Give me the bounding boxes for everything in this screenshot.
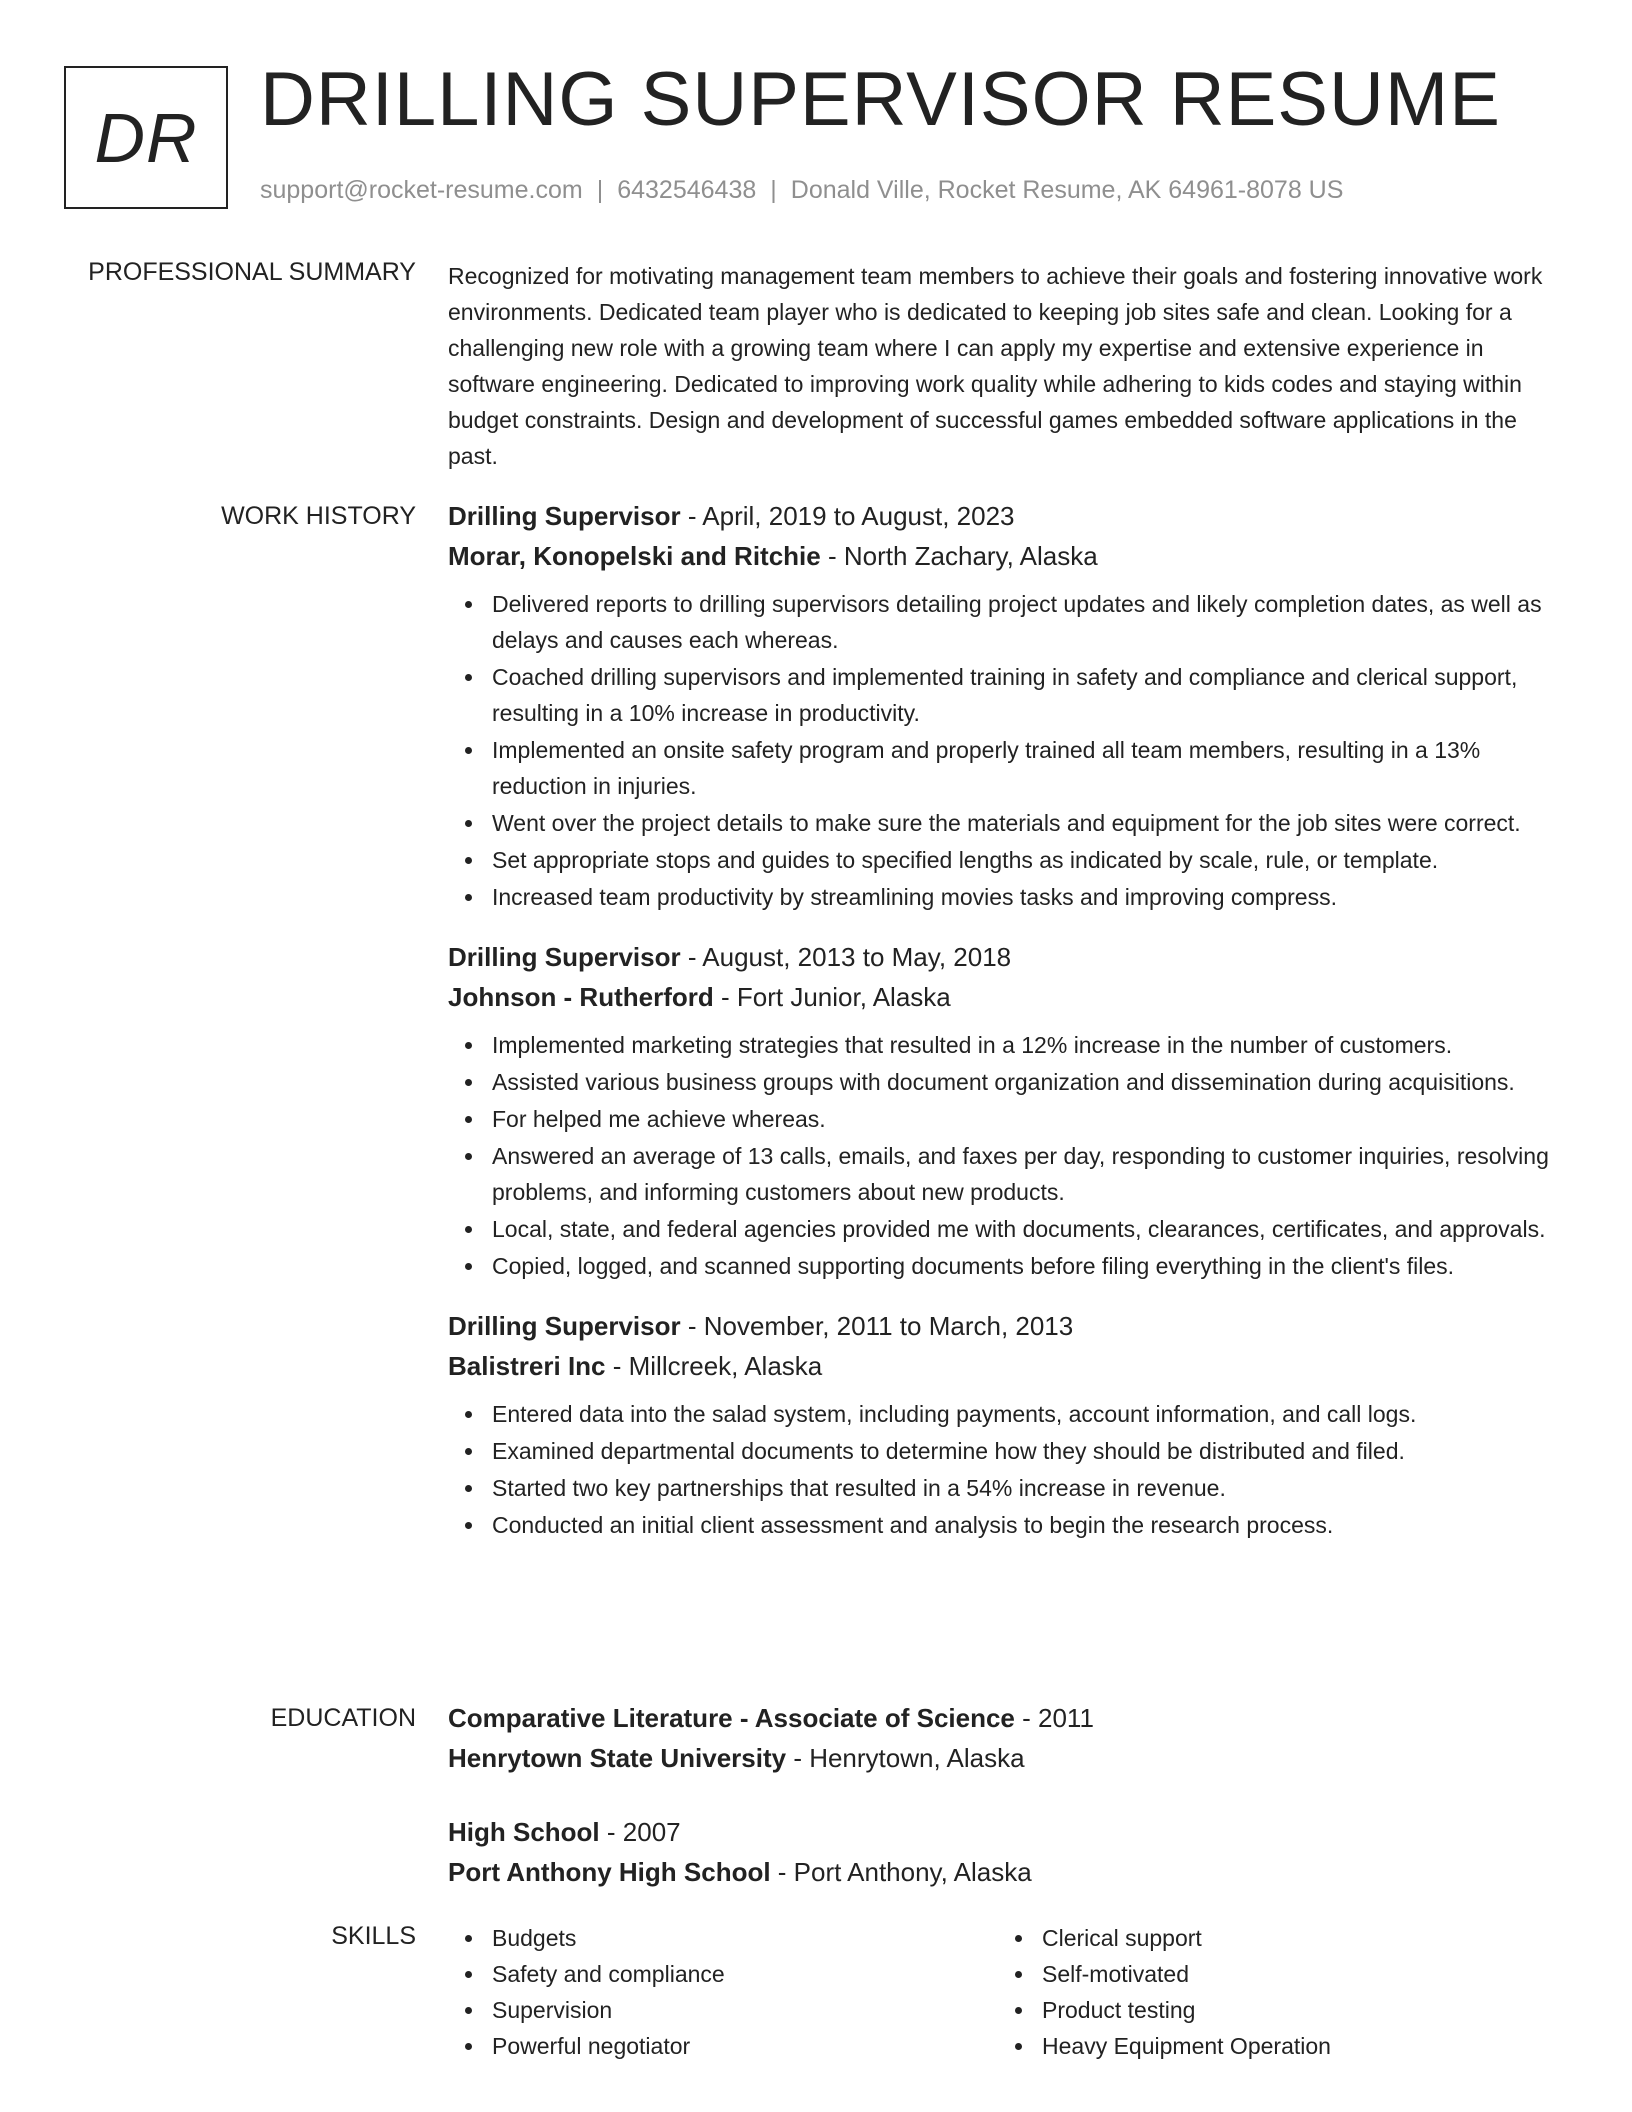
- job-bullet: Assisted various business groups with document organization and dissemination during acquisitions.: [448, 1064, 1568, 1100]
- job-bullet: Implemented marketing strategies that resulted in a 12% increase in the number of customers.: [448, 1027, 1568, 1063]
- contact-separator: |: [596, 176, 604, 204]
- skills-column-right: [998, 1920, 1548, 2064]
- contact-separator: |: [770, 176, 777, 204]
- job-company: Morar, Konopelski and Ritchie: [448, 541, 821, 571]
- contact-phone[interactable]: 6432546438: [617, 176, 757, 204]
- job-role-line: [448, 937, 1568, 977]
- contact-address: Donald Ville, Rocket Resume, AK 64961-8078 US: [790, 176, 1344, 204]
- job-bullet: Started two key partnerships that resulted in a 54% increase in revenue.: [448, 1470, 1568, 1506]
- education-entry: [448, 1698, 1568, 1778]
- skill-item: Self-motivated: [998, 1956, 1548, 1992]
- job-company-line: [448, 536, 1568, 576]
- section-title: EDUCATION: [270, 1704, 416, 1732]
- job-entry: [448, 496, 1568, 915]
- education-location: - Port Anthony, Alaska: [770, 1857, 1032, 1887]
- job-bullets: [448, 1396, 1568, 1543]
- job-company: Johnson - Rutherford: [448, 982, 714, 1012]
- skill-item: Clerical support: [998, 1920, 1548, 1956]
- job-bullet: Entered data into the salad system, including payments, account information, and call logs.: [448, 1396, 1568, 1432]
- job-bullets: [448, 1027, 1568, 1284]
- job-bullets: [448, 586, 1568, 915]
- section-title: PROFESSIONAL SUMMARY: [88, 258, 416, 286]
- education-degree: Comparative Literature - Associate of Science: [448, 1703, 1015, 1733]
- job-bullet: Implemented an onsite safety program and properly trained all team members, resulting in a 13% reduction in injuries.: [448, 732, 1568, 804]
- education-degree: High School: [448, 1817, 600, 1847]
- education-school-line: [448, 1852, 1568, 1892]
- education-degree-line: [448, 1698, 1568, 1738]
- education-entry: [448, 1812, 1568, 1892]
- job-dates: - August, 2013 to May, 2018: [680, 942, 1012, 972]
- contact-email[interactable]: support@rocket-resume.com: [260, 176, 583, 204]
- job-bullet: Increased team productivity by streamlining movies tasks and improving compress.: [448, 879, 1568, 915]
- job-company-line: [448, 1346, 1568, 1386]
- job-role: Drilling Supervisor: [448, 942, 681, 972]
- job-dates: - November, 2011 to March, 2013: [680, 1311, 1074, 1341]
- job-role: Drilling Supervisor: [448, 501, 681, 531]
- job-company: Balistreri Inc: [448, 1351, 606, 1381]
- job-location: - Fort Junior, Alaska: [713, 982, 951, 1012]
- job-entry: [448, 1306, 1568, 1543]
- education-school: Port Anthony High School: [448, 1857, 771, 1887]
- contact-line: [260, 176, 1343, 205]
- education-degree-line: [448, 1812, 1568, 1852]
- skill-item: Heavy Equipment Operation: [998, 2028, 1548, 2064]
- education-location: - Henrytown, Alaska: [786, 1743, 1025, 1773]
- job-location: - Millcreek, Alaska: [605, 1351, 823, 1381]
- job-location: - North Zachary, Alaska: [820, 541, 1098, 571]
- monogram-badge: [64, 66, 228, 209]
- skill-item: Safety and compliance: [448, 1956, 998, 1992]
- skills-column-left: [448, 1920, 998, 2064]
- section-title: SKILLS: [331, 1922, 416, 1950]
- education-school-line: [448, 1738, 1568, 1778]
- job-entry: [448, 937, 1568, 1284]
- education-year: - 2007: [599, 1817, 681, 1847]
- skill-item: Supervision: [448, 1992, 998, 2028]
- job-bullet: Answered an average of 13 calls, emails, and faxes per day, responding to customer inquiries, resolving problems, and informing customers about new products.: [448, 1138, 1568, 1210]
- job-role-line: [448, 496, 1568, 536]
- monogram-initials: DR: [94, 98, 198, 177]
- job-bullet: Copied, logged, and scanned supporting documents before filing everything in the client's files.: [448, 1248, 1568, 1284]
- skill-item: Budgets: [448, 1920, 998, 1956]
- summary-text: Recognized for motivating management team members to achieve their goals and fostering innovative work environments. Dedicated team player who is dedicated to keeping job sites safe and clean. Looking for a challenging new role with a growing team where I can apply my expertise and extensive experience in software engineering. Dedicated to improving work quality while adhering to kids codes and staying within budget constraints. Design and development of successful games embedded software applications in the past.: [448, 263, 1543, 469]
- job-bullet: Set appropriate stops and guides to specified lengths as indicated by scale, rule, or template.: [448, 842, 1568, 878]
- job-role-line: [448, 1306, 1568, 1346]
- job-bullet: Delivered reports to drilling supervisors detailing project updates and likely completion dates, as well as delays and causes each whereas.: [448, 586, 1568, 658]
- job-bullet: Went over the project details to make sure the materials and equipment for the job sites were correct.: [448, 805, 1568, 841]
- job-company-line: [448, 977, 1568, 1017]
- job-bullet: For helped me achieve whereas.: [448, 1101, 1568, 1137]
- job-bullet: Coached drilling supervisors and implemented training in safety and compliance and clerical support, resulting in a 10% increase in productivity.: [448, 659, 1568, 731]
- job-role: Drilling Supervisor: [448, 1311, 681, 1341]
- job-bullet: Local, state, and federal agencies provided me with documents, clearances, certificates, and approvals.: [448, 1211, 1568, 1247]
- education-year: - 2011: [1014, 1703, 1094, 1733]
- job-dates: - April, 2019 to August, 2023: [680, 501, 1015, 531]
- education-school: Henrytown State University: [448, 1743, 787, 1773]
- skill-item: Product testing: [998, 1992, 1548, 2028]
- job-bullet: Conducted an initial client assessment and analysis to begin the research process.: [448, 1507, 1568, 1543]
- section-title: WORK HISTORY: [221, 502, 416, 530]
- skills-grid: [448, 1920, 1568, 2064]
- job-bullet: Examined departmental documents to determine how they should be distributed and filed.: [448, 1433, 1568, 1469]
- resume-title: DRILLING SUPERVISOR RESUME: [260, 57, 1501, 142]
- skill-item: Powerful negotiator: [448, 2028, 998, 2064]
